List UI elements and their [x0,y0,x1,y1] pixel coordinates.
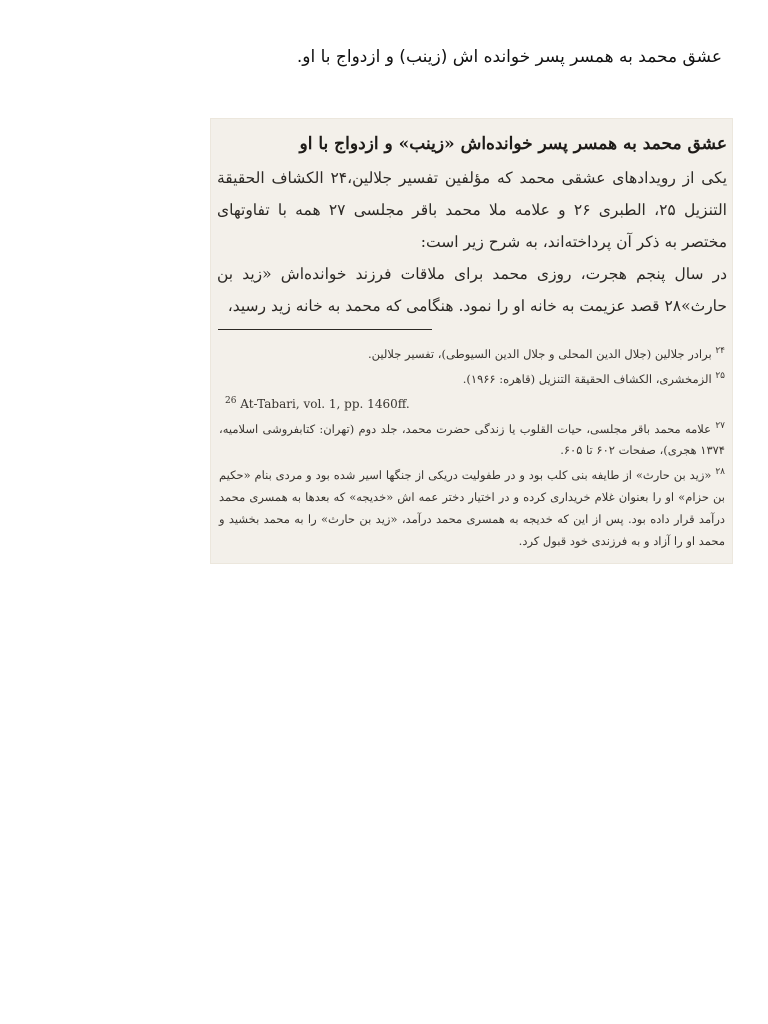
scan-paragraph-1: یکی از رویدادهای عشقی محمد که مؤلفین تفسیر جلالین،۲۴ الکشاف الحقیقة التنزیل ۲۵، الطبری ۲۶ و علامه ملا محمد باقر مجلسی ۲۷ همه با تفاوتهای مختصر به ذکر آن پرداخته‌اند، به شرح زیر است: [217,169,728,251]
footnote-number: ۲۴ [715,346,725,356]
footnote-text: «زید بن حارث» از طایفه بنی کلب بود و در طفولیت دریکی از جنگها اسیر شده بود و مردی بنام «حکیم بن حزام» او را بعنوان غلام خریداری کرده و در اختیار دختر عمه اش «خدیجه» که بعدها به همسری محمد درآمد قرار داده بود. پس از این که خدیجه به همسری محمد درآمد، «زید بن حارث» را به محمد بخشید و محمد او را آزاد و به فرزندی خود قبول کرد. [219,468,725,549]
page-heading: عشق محمد به همسر پسر خوانده اش (زینب) و ازدواج با او. [296,47,722,67]
footnote-number: ۲۵ [715,370,725,381]
footnotes [219,340,725,552]
footnote-text: الزمخشری، الکشاف الحقیقة التنزیل (قاهره: ۱۹۶۶). [462,371,712,386]
footnote-24 [219,340,725,365]
footnote-number: ۲۸ [715,467,726,478]
scan-paragraph-2: در سال پنجم هجرت، روزی محمد برای ملاقات فرزند خوانده‌اش «زید بن حارث»۲۸ قصد عزیمت به خانه او را نمود. هنگامی که محمد به خانه زید رسید، [217,265,727,315]
footnote-number: 26 [225,395,237,406]
footnote-text: At-Tabari, vol. 1, pp. 1460ff. [240,396,410,411]
scan-body [217,162,727,322]
footnote-divider [218,329,432,330]
scan-title: عشق محمد به همسر پسر خوانده‌اش «زینب» و ازدواج با او [299,134,727,154]
footnote-text: علامه محمد باقر مجلسی، حیات القلوب یا زندگی حضرت محمد، جلد دوم (تهران: کتابفروشی اسلامیه، ۱۳۷۴ هجری)، صفحات ۶۰۲ تا ۶۰۵. [219,421,725,458]
footnote-number: ۲۷ [715,420,725,431]
scanned-book-page [210,118,733,564]
footnote-27 [219,415,725,462]
footnote-26 [219,390,725,415]
footnote-25 [219,365,725,390]
footnote-28 [219,461,725,552]
footnote-text: برادر جلالین (جلال الدین المحلی و جلال الدین السیوطی)، تفسیر جلالین. [368,346,712,361]
